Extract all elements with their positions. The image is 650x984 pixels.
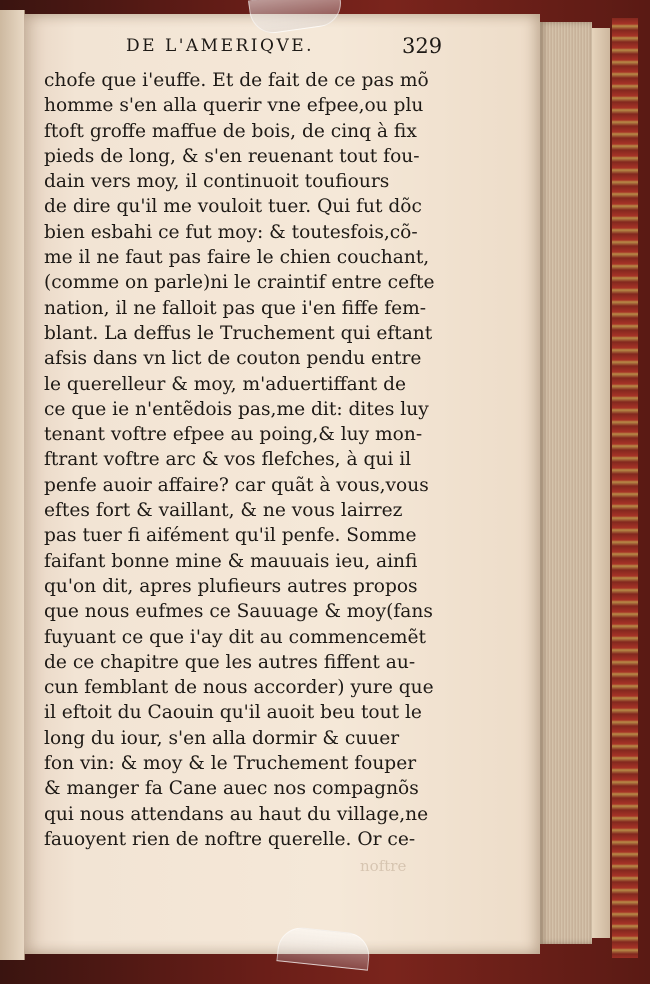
- text-line: long du iour, s'en alla dormir & cuuer: [44, 727, 400, 749]
- running-head: DE L'AMERIQVE.: [126, 36, 315, 56]
- page-block-edges: [540, 22, 592, 944]
- text-line: fauoyent rien de noftre querelle. Or ce-: [44, 828, 416, 850]
- text-line: il eftoit du Caouin qu'il auoit beu tout le: [44, 702, 422, 724]
- text-line: & manger fa Cane auec nos compagnõs: [44, 778, 419, 800]
- catchword: noftre: [360, 857, 407, 875]
- text-line: eftes fort & vaillant, & ne vous lairrez: [44, 500, 403, 522]
- text-line: de ce chapitre que les autres fiffent au-: [44, 651, 416, 673]
- page-header: [126, 36, 446, 60]
- text-line: que nous eufmes ce Sauuage & moy(fans: [44, 601, 433, 623]
- text-line: de dire qu'il me vouloit tuer. Qui fut dõc: [44, 196, 422, 218]
- text-line: ftrant voftre arc & vos flefches, à qui il: [44, 449, 412, 471]
- text-line: dain vers moy, il continuoit toufiours: [44, 171, 390, 193]
- text-line: tenant voftre efpee au poing,& luy mon-: [44, 424, 423, 446]
- text-line: fuyuant ce que i'ay dit au commencemẽt: [44, 626, 427, 648]
- text-line: afsis dans vn lict de couton pendu entre: [44, 348, 422, 370]
- text-line: ftoft groffe maffue de bois, de cinq à fix: [44, 120, 417, 142]
- text-line: chofe que i'euffe. Et de fait de ce pas mõ: [44, 70, 429, 91]
- text-line: ce que ie n'entẽdois pas,me dit: dites luy: [44, 398, 429, 420]
- text-line: me il ne faut pas faire le chien couchant,: [44, 247, 430, 269]
- text-line: pas tuer fi aifément qu'il penfe. Somme: [44, 525, 417, 547]
- text-line: cun femblant de nous accorder) yure que: [44, 677, 434, 699]
- left-page-edge: [0, 10, 25, 960]
- text-line: homme s'en alla querir vne efpee,ou plu: [44, 95, 424, 117]
- body-text: [44, 68, 464, 852]
- cover-gilt-border: [612, 18, 638, 958]
- text-line: penfe auoir affaire? car quãt à vous,vous: [44, 474, 429, 496]
- text-line: qu'on dit, apres plufieurs autres propos: [44, 575, 418, 597]
- page-number: 329: [402, 34, 443, 58]
- page-block-inner: [592, 28, 610, 938]
- text-line: qui nous attendans au haut du village,ne: [44, 803, 429, 825]
- text-line: blant. La deffus le Truchement qui eftant: [44, 322, 433, 344]
- text-line: pieds de long, & s'en reuenant tout fou-: [44, 145, 420, 167]
- text-line: bien esbahi ce fut moy: & toutesfois,cõ-: [44, 221, 418, 243]
- text-line: nation, il ne falloit pas que i'en fiffe fem-: [44, 297, 427, 319]
- text-line: (comme on parle)ni le craintif entre cefte: [44, 272, 435, 294]
- text-line: le querelleur & moy, m'aduertiffant de: [44, 373, 407, 395]
- text-line: faifant bonne mine & mauuais ieu, ainfi: [44, 550, 418, 572]
- text-line: fon vin: & moy & le Truchement fouper: [44, 753, 417, 775]
